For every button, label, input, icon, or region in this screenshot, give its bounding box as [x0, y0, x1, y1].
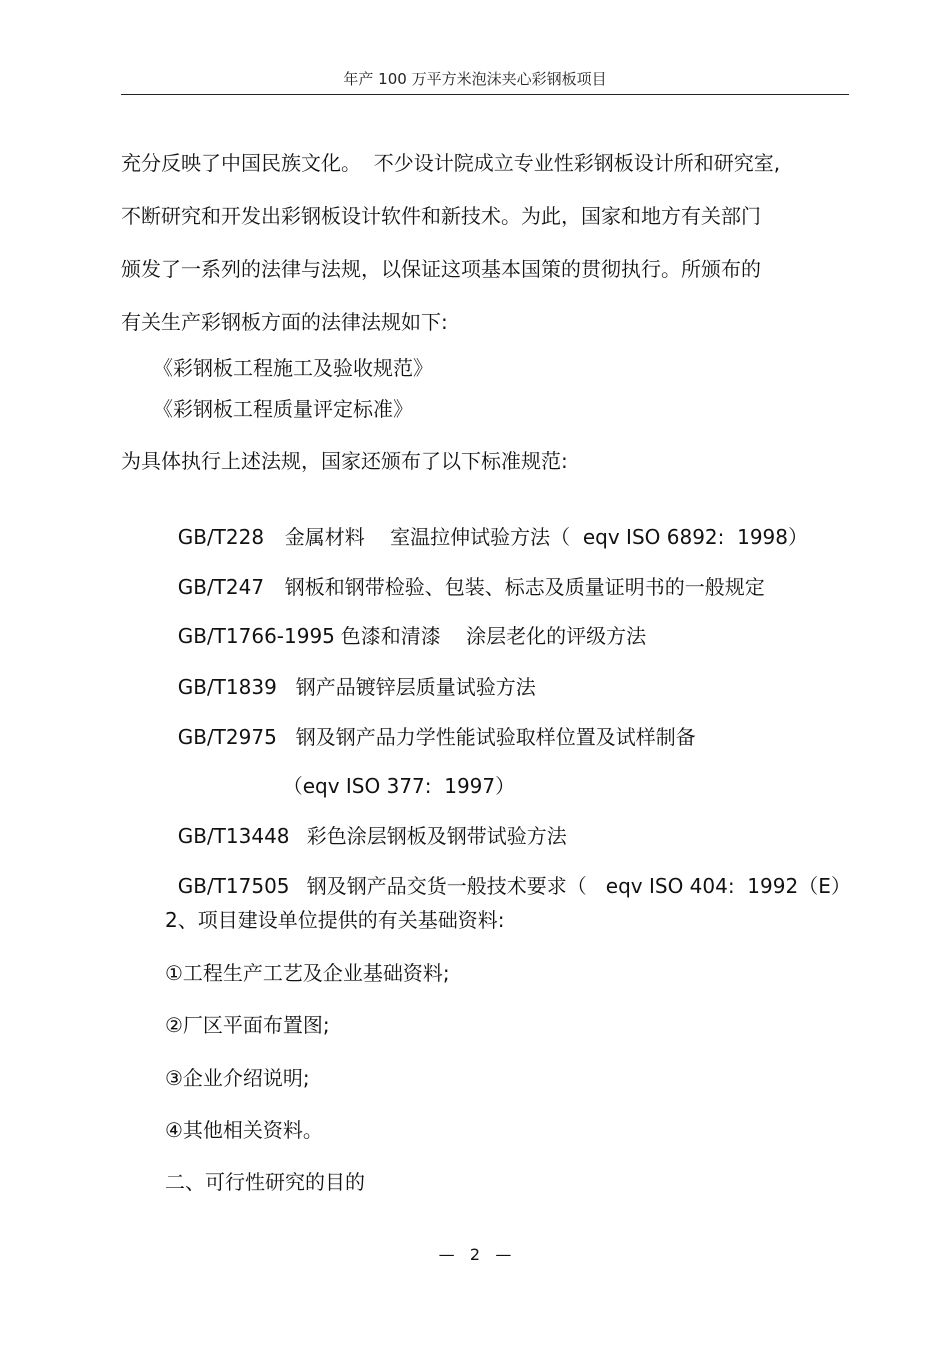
standard-code: GB/T1839	[177, 675, 277, 699]
header-divider	[121, 94, 849, 95]
standard-title: 金属材料 室温拉伸试验方法（ eqv ISO 6892: 1998）	[284, 525, 808, 549]
standard-code: GB/T13448	[177, 824, 290, 848]
page-header-title: 年产 100 万平方米泡沫夹心彩钢板项目	[343, 70, 607, 88]
standard-title: 钢及钢产品交货一般技术要求（ eqv ISO 404: 1992（E）	[306, 874, 851, 898]
standard-code: GB/T1766-1995	[177, 624, 335, 648]
standard-item	[165, 698, 696, 750]
law-title: 《彩钢板工程施工及验收规范》	[153, 356, 433, 380]
section-heading: 2、项目建设单位提供的有关基础资料:	[165, 908, 505, 932]
paragraph-line: 颁发了一系列的法律与法规，以保证这项基本国策的贯彻执行。所颁布的	[121, 257, 761, 281]
list-item: ④其他相关资料。	[165, 1118, 323, 1142]
chapter-heading: 二、可行性研究的目的	[165, 1170, 365, 1194]
standards-intro: 为具体执行上述法规，国家还颁布了以下标准规范:	[121, 449, 568, 473]
standard-title: （eqv ISO 377: 1997）	[282, 774, 516, 798]
standard-item	[165, 648, 536, 700]
standard-code: GB/T17505	[177, 874, 290, 898]
list-item: ②厂区平面布置图;	[165, 1013, 330, 1037]
standard-item	[165, 847, 851, 899]
standard-title: 钢板和钢带检验、包装、标志及质量证明书的一般规定	[284, 575, 765, 599]
standard-title: 彩色涂层钢板及钢带试验方法	[306, 824, 567, 848]
page-number: — 2 —	[438, 1245, 512, 1264]
standard-title: 色漆和清漆 涂层老化的评级方法	[340, 624, 647, 648]
list-item: ③企业介绍说明;	[165, 1066, 310, 1090]
standard-item	[165, 498, 808, 550]
standard-item	[165, 797, 567, 849]
law-title: 《彩钢板工程质量评定标准》	[153, 397, 413, 421]
paragraph-line: 不断研究和开发出彩钢板设计软件和新技术。为此，国家和地方有关部门	[121, 204, 761, 228]
standard-title: 钢及钢产品力学性能试验取样位置及试样制备	[295, 725, 696, 749]
standard-code: GB/T247	[177, 575, 265, 599]
standard-code: GB/T228	[177, 525, 265, 549]
standard-item	[165, 597, 646, 649]
standard-title: 钢产品镀锌层质量试验方法	[295, 675, 536, 699]
paragraph-line: 充分反映了中国民族文化。 不少设计院成立专业性彩钢板设计所和研究室,	[121, 151, 781, 175]
standard-item	[165, 548, 765, 600]
standard-continuation	[270, 747, 515, 799]
paragraph-line: 有关生产彩钢板方面的法律法规如下:	[121, 310, 448, 334]
standard-code: GB/T2975	[177, 725, 277, 749]
list-item: ①工程生产工艺及企业基础资料;	[165, 961, 450, 985]
